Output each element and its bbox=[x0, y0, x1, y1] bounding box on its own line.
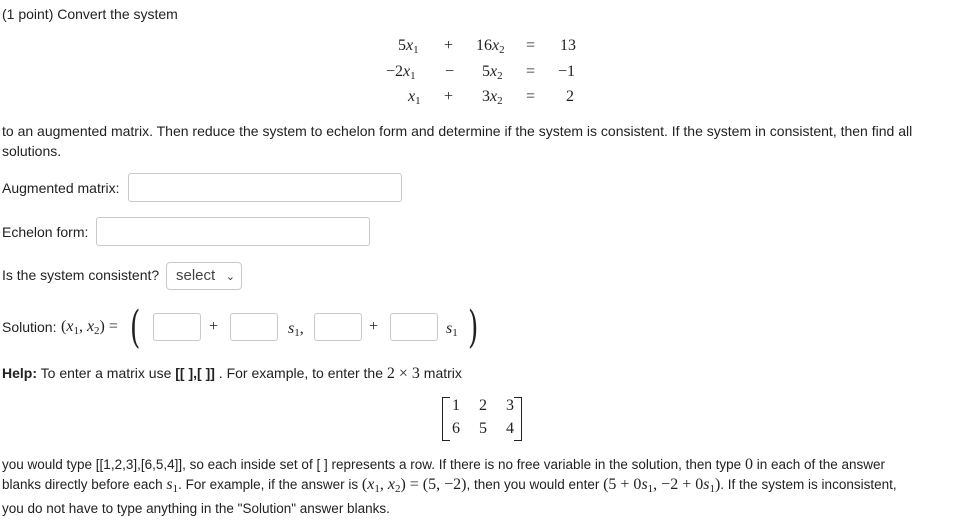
eq3-equals: = bbox=[526, 88, 536, 105]
chevron-down-icon: ⌄ bbox=[225, 271, 235, 283]
augmented-matrix-input[interactable] bbox=[128, 173, 402, 202]
consistent-select-value: select bbox=[176, 267, 216, 284]
eq2-rhs: −1 bbox=[558, 63, 576, 80]
consistent-select[interactable] bbox=[166, 262, 242, 290]
eq2-term1: $-2x_1$ bbox=[386, 63, 416, 82]
solution-plus-1: + bbox=[209, 318, 219, 335]
matrix-cell: 1 bbox=[452, 397, 460, 414]
matrix-left-bracket bbox=[442, 397, 450, 441]
eq1-term2: $16x_2$ bbox=[476, 37, 505, 56]
echelon-form-label: Echelon form: bbox=[2, 224, 89, 240]
consistent-label: Is the system consistent? bbox=[2, 267, 160, 283]
left-paren: ( bbox=[130, 302, 141, 353]
matrix-cell: 3 bbox=[506, 397, 514, 414]
eq3-term1: $x_1$ bbox=[408, 88, 421, 107]
instructions-text: to an augmented matrix. Then reduce the system to echelon form and determine if the system is consistent. If the system in consistent, then find all solutions. bbox=[2, 123, 913, 159]
eq2-term2: $5x_2$ bbox=[482, 63, 503, 82]
solution-param-1: $s_1$, bbox=[288, 320, 304, 339]
help-text: Help: To enter a matrix use [[ ],[ ]] . For example, to enter the 2 × 3 matrix bbox=[2, 365, 462, 382]
solution-x1-coef-input[interactable] bbox=[230, 313, 278, 341]
eq1-term1: $5x_1$ bbox=[398, 37, 419, 56]
eq2-equals: = bbox=[526, 63, 536, 80]
solution-plus-2: + bbox=[369, 318, 379, 335]
footer-text: you would type [[1,2,3],[6,5,4]], so each inside set of [ ] represents a row. If there is no free variable in the solution, then type 0 in each of the answer blanks directly before each $s_1$. For example, if the answer is ($x_1$, $x_2) = (5$, −2), then you would enter ($5 + 0s_1$, $-2 + 0s_1$). If the system is inconsistent, you do not have to type anything in the "Solution" answer blanks. bbox=[2, 456, 897, 516]
eq3-op: + bbox=[444, 88, 454, 105]
solution-x2-constant-input[interactable] bbox=[314, 313, 362, 341]
eq2-op: − bbox=[445, 63, 455, 80]
solution-tuple-lhs: ($x_1$, $x_2$) = bbox=[61, 318, 118, 337]
eq3-rhs: 2 bbox=[566, 88, 574, 105]
echelon-form-input[interactable] bbox=[96, 217, 370, 246]
matrix-cell: 6 bbox=[452, 420, 460, 437]
solution-x2-coef-input[interactable] bbox=[390, 313, 438, 341]
matrix-cell: 5 bbox=[479, 420, 487, 437]
problem-header: (1 point) Convert the system bbox=[2, 6, 178, 22]
matrix-right-bracket bbox=[514, 397, 522, 441]
solution-label: Solution: bbox=[2, 319, 57, 335]
solution-param-2: $s_1$ bbox=[446, 320, 458, 339]
matrix-cell: 2 bbox=[479, 397, 487, 414]
augmented-matrix-label: Augmented matrix: bbox=[2, 180, 120, 196]
eq1-equals: = bbox=[526, 37, 536, 54]
matrix-cell: 4 bbox=[506, 420, 514, 437]
right-paren: ) bbox=[468, 302, 479, 353]
eq1-rhs: 13 bbox=[560, 37, 576, 54]
eq1-op: + bbox=[444, 37, 454, 54]
solution-x1-constant-input[interactable] bbox=[153, 313, 201, 341]
eq3-term2: $3x_2$ bbox=[482, 88, 503, 107]
